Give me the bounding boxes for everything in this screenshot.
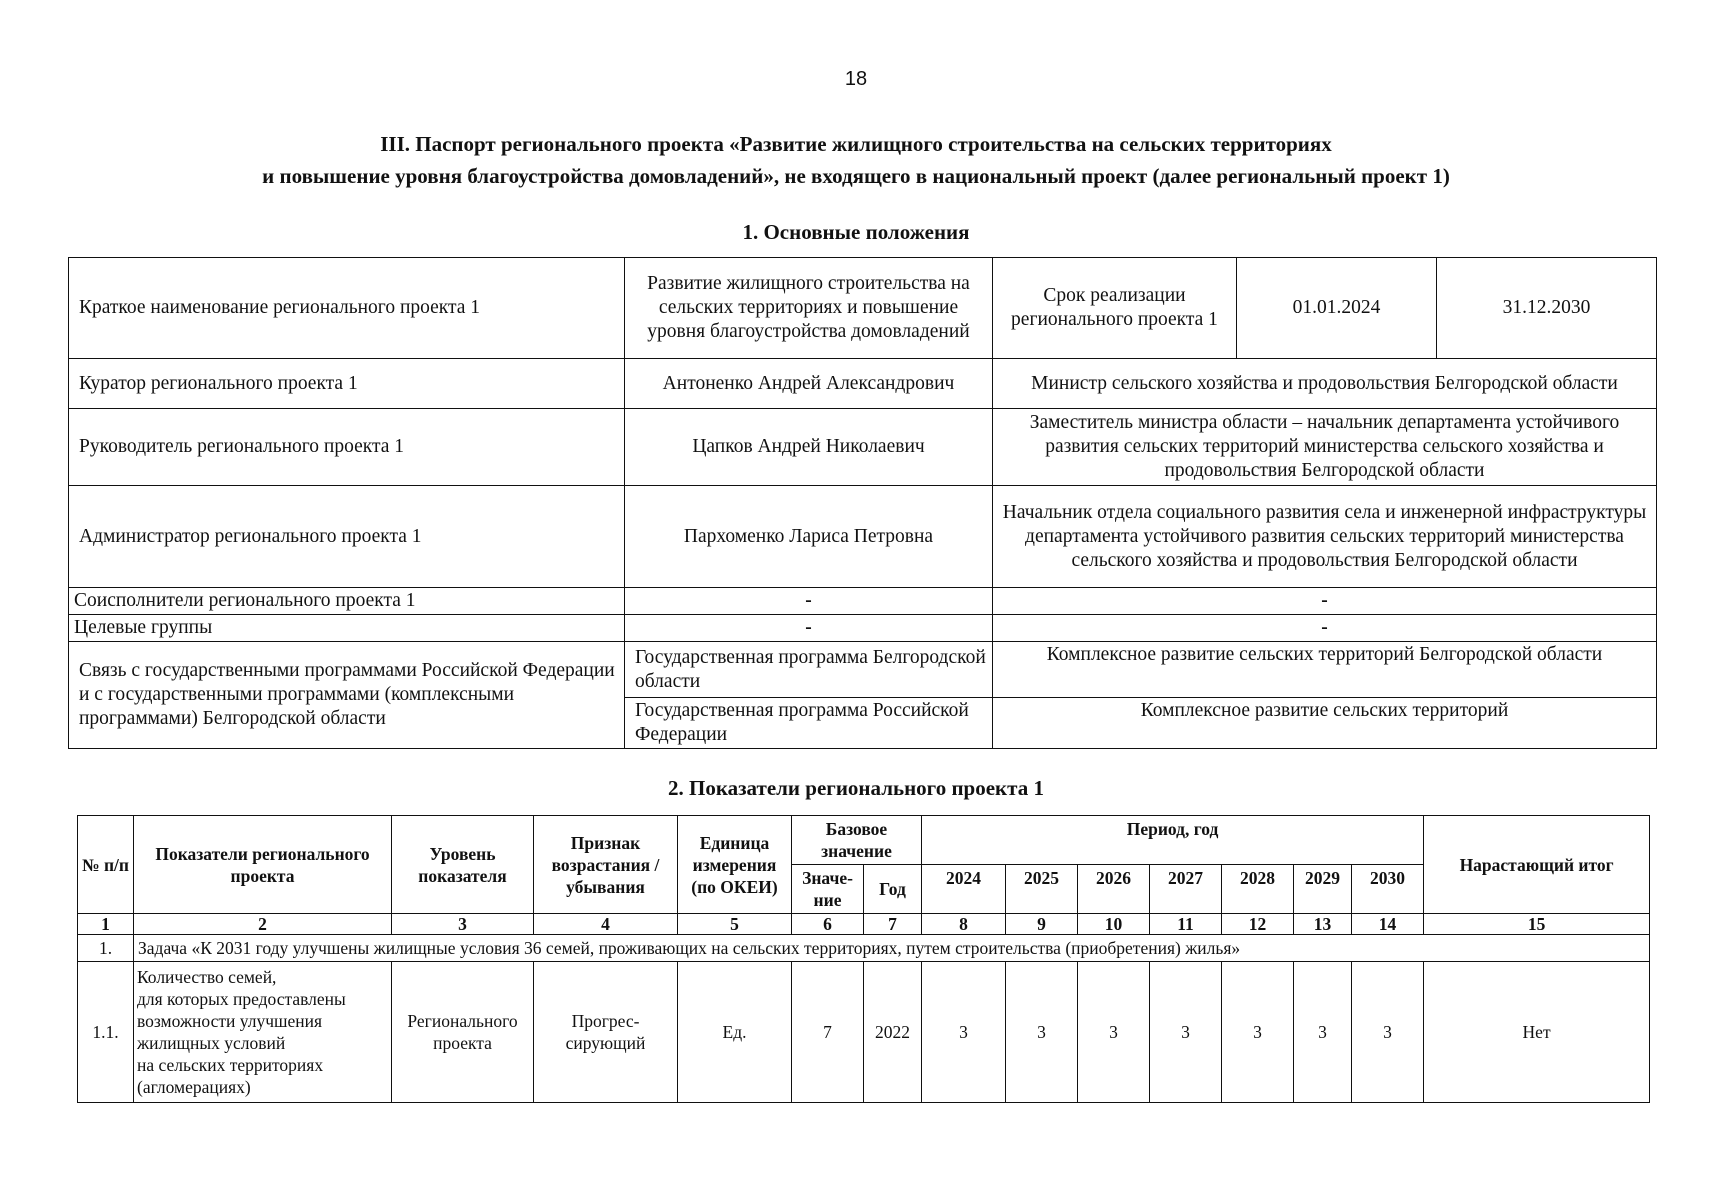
target-groups-row: [69, 615, 1657, 642]
target-groups-value-1: -: [625, 615, 993, 642]
start-date: 01.01.2024: [1237, 258, 1437, 359]
indicator-name-line: для которых предоставлены: [137, 989, 346, 1009]
indicator-year-value: 3: [1078, 962, 1150, 1103]
head-label: Руководитель регионального проекта 1: [69, 409, 625, 486]
header-indicator: Показатели регионального проекта: [134, 816, 392, 914]
indicator-year-value: 3: [1150, 962, 1222, 1103]
program-name: Комплексное развитие сельских территорий Белгородской области: [993, 642, 1657, 698]
header-num: № п/п: [78, 816, 134, 914]
indicator-year-value: 3: [1352, 962, 1424, 1103]
admin-label: Администратор регионального проекта 1: [69, 486, 625, 588]
indicator-trend: Прогрес-сирующий: [534, 962, 678, 1103]
column-numbers-row: [78, 914, 1650, 935]
indicator-year-value: 3: [1294, 962, 1352, 1103]
indicator-cumulative: Нет: [1424, 962, 1650, 1103]
header-period: Период, год: [922, 816, 1424, 865]
coexec-value-2: -: [993, 588, 1657, 615]
column-number: 11: [1150, 914, 1222, 935]
head-name: Цапков Андрей Николаевич: [625, 409, 993, 486]
header-row-1: [78, 816, 1650, 865]
document-title-line-2: и повышение уровня благоустройства домовладений», не входящего в национальный проект (далее региональный проект 1): [262, 164, 1450, 188]
indicator-name: [134, 962, 392, 1103]
task-text: Задача «К 2031 году улучшены жилищные условия 36 семей, проживающих на сельских территориях, путем строительства (приобретения) жилья»: [134, 935, 1650, 962]
header-year: 2026: [1078, 865, 1150, 914]
short-name-value: Развитие жилищного строительства на сельских территориях и повышение уровня благоустройства домовладений: [625, 258, 993, 359]
indicators-table: [77, 815, 1650, 1103]
curator-name: Антоненко Андрей Александрович: [625, 359, 993, 409]
curator-position: Министр сельского хозяйства и продовольствия Белгородской области: [993, 359, 1657, 409]
short-name-label: Краткое наименование регионального проекта 1: [69, 258, 625, 359]
header-unit: Единица измерения (по ОКЕИ): [678, 816, 792, 914]
header-base-year: Год: [864, 865, 922, 914]
section-2-title: 2. Показатели регионального проекта 1: [668, 776, 1044, 800]
column-number: 7: [864, 914, 922, 935]
header-year: 2028: [1222, 865, 1294, 914]
admin-position: Начальник отдела социального развития села и инженерной инфраструктуры департамента устойчивого развития сельских территорий министерства сельского хозяйства и продовольствия Белгородской области: [993, 486, 1657, 588]
indicator-name-line: (агломерациях): [137, 1077, 251, 1097]
program-type: Государственная программа Российской Федерации: [625, 698, 993, 749]
main-provisions-table: [68, 257, 1657, 749]
column-number: 3: [392, 914, 534, 935]
header-trend: Признак возрастания / убывания: [534, 816, 678, 914]
header-base-value: Значе-ние: [792, 865, 864, 914]
document-title-line-1: III. Паспорт регионального проекта «Развитие жилищного строительства на сельских территориях: [380, 132, 1332, 156]
indicator-name-line: жилищных условий: [137, 1033, 286, 1053]
indicator-year-value: 3: [922, 962, 1006, 1103]
term-label: Срок реализации регионального проекта 1: [993, 258, 1237, 359]
indicator-base-year: 2022: [864, 962, 922, 1103]
head-row: [69, 409, 1657, 486]
program-type: Государственная программа Белгородской области: [625, 642, 993, 698]
column-number: 15: [1424, 914, 1650, 935]
column-number: 6: [792, 914, 864, 935]
indicator-row: [78, 962, 1650, 1103]
coexec-label: Соисполнители регионального проекта 1: [69, 588, 625, 615]
column-number: 14: [1352, 914, 1424, 935]
program-link-row-1: [69, 642, 1657, 698]
document-title: [0, 128, 1712, 192]
header-base: Базовое значение: [792, 816, 922, 865]
target-groups-label: Целевые группы: [69, 615, 625, 642]
column-number: 10: [1078, 914, 1150, 935]
curator-label: Куратор регионального проекта 1: [69, 359, 625, 409]
column-number: 13: [1294, 914, 1352, 935]
header-year: 2024: [922, 865, 1006, 914]
column-number: 9: [1006, 914, 1078, 935]
program-link-label: Связь с государственными программами Российской Федерации и с государственными программами (комплексными программами) Белгородской области: [69, 642, 625, 749]
section-1-title: 1. Основные положения: [742, 220, 970, 244]
header-year: 2030: [1352, 865, 1424, 914]
coexec-value-1: -: [625, 588, 993, 615]
header-year: 2027: [1150, 865, 1222, 914]
curator-row: [69, 359, 1657, 409]
column-number: 4: [534, 914, 678, 935]
indicator-unit: Ед.: [678, 962, 792, 1103]
task-num: 1.: [78, 935, 134, 962]
header-level: Уровень показателя: [392, 816, 534, 914]
indicator-num: 1.1.: [78, 962, 134, 1103]
admin-name: Пархоменко Лариса Петровна: [625, 486, 993, 588]
column-number: 2: [134, 914, 392, 935]
indicator-name-line: Количество семей,: [137, 967, 277, 987]
head-position: Заместитель министра области – начальник департамента устойчивого развития сельских территорий министерства сельского хозяйства и продовольствия Белгородской области: [993, 409, 1657, 486]
coexec-row: [69, 588, 1657, 615]
header-cumulative: Нарастающий итог: [1424, 816, 1650, 914]
column-number: 1: [78, 914, 134, 935]
column-number: 8: [922, 914, 1006, 935]
indicator-level: Регионального проекта: [392, 962, 534, 1103]
indicator-name-line: возможности улучшения: [137, 1011, 323, 1031]
end-date: 31.12.2030: [1437, 258, 1657, 359]
program-name: Комплексное развитие сельских территорий: [993, 698, 1657, 749]
header-year: 2029: [1294, 865, 1352, 914]
column-number: 12: [1222, 914, 1294, 935]
admin-row: [69, 486, 1657, 588]
task-row: [78, 935, 1650, 962]
indicator-year-value: 3: [1222, 962, 1294, 1103]
short-name-row: [69, 258, 1657, 359]
indicator-year-value: 3: [1006, 962, 1078, 1103]
indicator-name-line: на сельских территориях: [137, 1055, 324, 1075]
target-groups-value-2: -: [993, 615, 1657, 642]
header-year: 2025: [1006, 865, 1078, 914]
column-number: 5: [678, 914, 792, 935]
indicator-base-value: 7: [792, 962, 864, 1103]
page-number: 18: [844, 68, 868, 90]
